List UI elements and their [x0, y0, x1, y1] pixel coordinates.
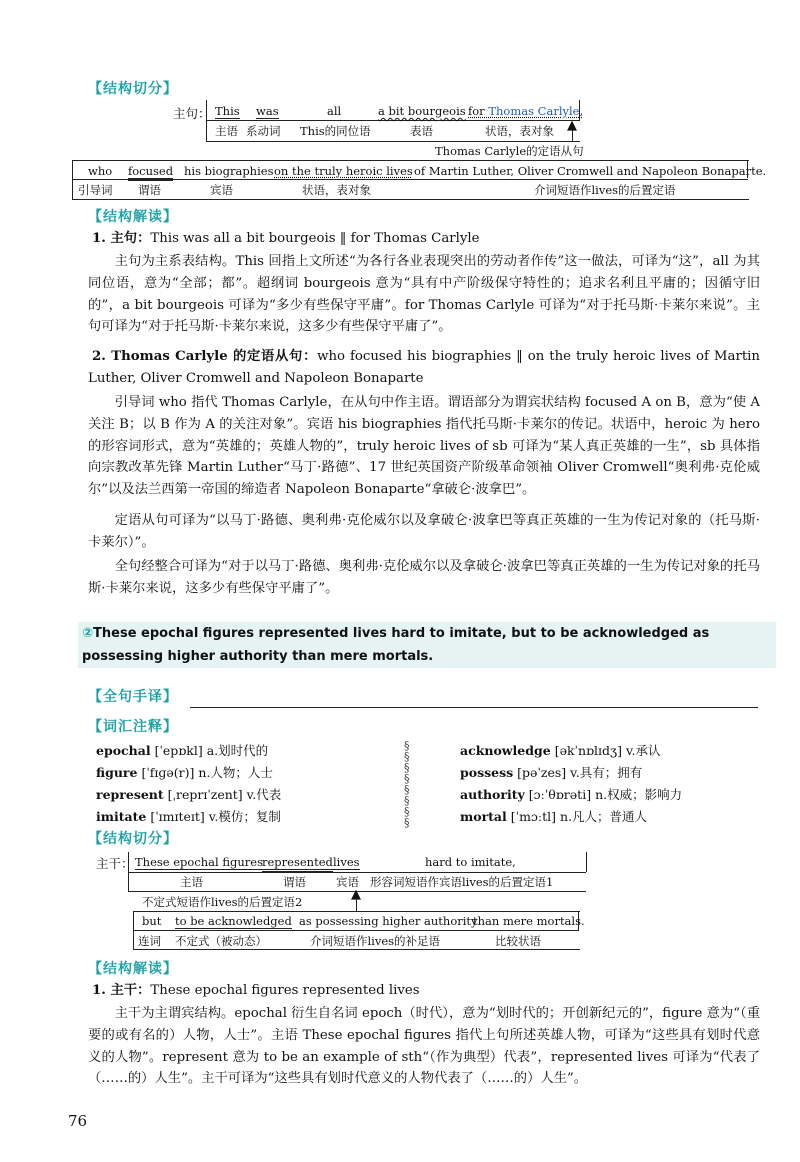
- diagram-role: 介词短语作lives的补足语: [310, 934, 441, 948]
- diagram-word: represented: [262, 855, 333, 872]
- diagram-role: 不定式（被动态）: [175, 934, 267, 948]
- point-number: 2. Thomas Carlyle 的定语从句：: [91, 349, 318, 364]
- section-header-structure-split: 【结构切分】: [88, 81, 178, 97]
- paragraph: 主句为主系表结构。This 回指上文所述“为各行各业表现突出的劳动者作传”这一做法，可译为“这”，all 为其同位语，意为“全部；都”。超纲词 bourgeois 意为“具有中产阶级保守特性的；追求名利且平庸的；因循守旧的”，a bit bourgeois 可译为“多少有些保守平庸”。for Thomas Carlyle 可译为“对于托马斯·卡莱尔来说”。主句可译为“对于托马斯·卡莱尔来说，这多少有些保守平庸了”。: [88, 254, 760, 335]
- vocab-item: possess [pəˈzes] v.具有；拥有: [460, 765, 643, 780]
- divider: [572, 130, 573, 142]
- diagram-role: 谓语: [138, 183, 161, 197]
- section-header-structure-explain-2: 【结构解读】: [88, 961, 178, 977]
- diagram-label: 主干：: [96, 856, 134, 871]
- diagram-role: 引导词: [78, 183, 113, 197]
- diagram-role: 表语: [410, 124, 433, 138]
- diagram-role: 宾语: [210, 183, 233, 197]
- paragraph: 全句经整合可译为“对于以马丁·路德、奥利弗·克伦威尔以及拿破仑·波拿巴等真正英雄的一生为传记对象的托马斯·卡莱尔来说，这多少有些保守平庸了”。: [88, 559, 760, 596]
- paragraph: 主干为主谓宾结构。epochal 衍生自名词 epoch（时代），意为“划时代的；开创新纪元的”，figure 意为“（重要的或有名的）人物，人士”。主语 These epochal figures 指代上句所述英雄人物，可译为“这些具有划时代意义的人物”。represent 意为 to be an example of sth“（作为典型）代表”，represented lives 可译为“代表了（……的）人生”。主干可译为“这些具有划时代意义的人物代表了（……的）人生”。: [88, 1006, 760, 1087]
- section-header-vocab: 【词汇注释】: [88, 719, 178, 735]
- section-header-structure-split-2: 【结构切分】: [88, 831, 178, 847]
- diagram-word: of Martin Luther, Oliver Cromwell and Napoleon Bonaparte.: [414, 164, 767, 178]
- vocab-item: mortal [ˈmɔːtl] n.凡人；普通人: [460, 809, 648, 824]
- vocab-item: figure [ˈfɪɡə(r)] n.人物；人士: [96, 765, 273, 780]
- diagram-word: hard to imitate,: [425, 855, 516, 869]
- diagram-word: to be acknowledged: [175, 914, 292, 928]
- diagram-arrow-label: 不定式短语作lives的后置定语2: [142, 895, 303, 909]
- point-body: These epochal figures represented lives: [150, 983, 420, 998]
- point-number: 1. 主句：: [92, 231, 151, 246]
- diagram-word: his biographies: [184, 164, 274, 178]
- point-heading: [92, 228, 480, 250]
- vocab-item: acknowledge [əkˈnɒlɪdʒ] v.承认: [460, 743, 661, 758]
- diagram-word: lives: [333, 855, 360, 869]
- diagram-role: 状语，表对象: [302, 183, 371, 197]
- point-number: 1. 主干：: [92, 983, 151, 998]
- diagram-role: 形容词短语作宾语lives的后置定语1: [370, 875, 554, 889]
- diagram-word: who: [88, 164, 113, 178]
- vocab-item: epochal [ˈepɒkl] a.划时代的: [96, 743, 269, 758]
- diagram-word: as possessing higher authority: [299, 914, 478, 928]
- paragraph: 引导词 who 指代 Thomas Carlyle，在从句中作主语。谓语部分为谓宾状结构 focused A on B，意为“使 A 关注 B；以 B 作为 A 的关注对象”。宾语 his biographies 指代托马斯·卡莱尔的传记。状语中，heroic 为 hero 的形容词形式，意为“英雄的；英雄人物的”，truly heroic lives of sb 可译为“某人真正英雄的一生”，sb 具体指向宗教改革先锋 Martin Luther“马丁·路德”、17 世纪英国资产阶级革命领袖 Oliver Cromwell“奥利弗·克伦威尔”以及法兰西第一帝国的缔造者 Napoleon Bonaparte“拿破仑·波拿巴”。: [88, 395, 760, 498]
- arrow-up-icon: ▲: [567, 118, 577, 133]
- diagram-role: 主语: [215, 124, 238, 138]
- diagram-word: on the truly heroic lives: [274, 164, 413, 178]
- diagram-word: than mere mortals.: [473, 914, 585, 928]
- diagram-word: This: [215, 104, 240, 118]
- diagram-word: These epochal figures: [135, 855, 264, 869]
- sentence-text: These epochal figures represented lives hard to imitate, but to be acknowledged as possessing higher authority than mere mortals.: [82, 626, 710, 664]
- diagram-word: but: [142, 914, 162, 928]
- diagram-role: 宾语: [336, 875, 359, 889]
- diagram-arrow-label: Thomas Carlyle的定语从句: [435, 144, 584, 158]
- diagram-role: 谓语: [283, 875, 306, 889]
- chain-separator-icon: § § § § § § § §: [404, 739, 410, 829]
- diagram-role: 连词: [138, 934, 161, 948]
- diagram-word: focused: [128, 164, 173, 181]
- diagram-label: 主句：: [173, 106, 211, 121]
- point-heading: [88, 346, 760, 390]
- point-body: who focused his biographies ‖ on the truly heroic lives of Martin Luther, Oliver Cromwell and Napoleon Bonaparte: [88, 349, 760, 386]
- point-heading: [92, 980, 420, 1002]
- diagram-word: all: [327, 104, 342, 118]
- divider: [133, 930, 579, 931]
- vocab-item: imitate [ˈɪmɪteɪt] v.模仿；复制: [96, 809, 281, 824]
- diagram-word: was: [256, 104, 279, 121]
- divider: [356, 898, 357, 912]
- diagram-word: for Thomas Carlyle,: [468, 104, 584, 118]
- arrow-up-icon: ▲: [351, 887, 361, 902]
- sentence-number: ②: [82, 626, 94, 641]
- divider: [128, 872, 586, 873]
- diagram-role: 状语，表对象: [485, 124, 554, 138]
- section-header-structure-explain: 【结构解读】: [88, 209, 178, 225]
- diagram-role: 介词短语作lives的后置定语: [534, 183, 676, 197]
- diagram-role: 主语: [180, 875, 203, 889]
- divider: [72, 179, 748, 180]
- divider: [206, 141, 580, 142]
- paragraph: 定语从句可译为“以马丁·路德、奥利弗·克伦威尔以及拿破仑·波拿巴等真正英雄的一生为传记对象的（托马斯·卡莱尔）”。: [88, 513, 760, 550]
- vocab-item: represent [ˌreprɪˈzent] v.代表: [96, 787, 282, 802]
- page-number: 76: [68, 1112, 88, 1130]
- section-header-full-translate: 【全句手译】: [88, 689, 178, 705]
- diagram-role: 比较状语: [495, 934, 541, 948]
- diagram-role: This的同位语: [300, 124, 371, 138]
- divider: [586, 852, 587, 872]
- diagram-word: a bit bourgeois: [378, 104, 466, 118]
- sentence-2: [78, 622, 776, 668]
- diagram-role: 系动词: [246, 124, 281, 138]
- translation-blank-line: [190, 707, 758, 708]
- point-body: This was all a bit bourgeois ‖ for Thomas Carlyle: [150, 231, 480, 246]
- vocab-item: authority [ɔːˈθɒrəti] n.权威；影响力: [460, 787, 683, 802]
